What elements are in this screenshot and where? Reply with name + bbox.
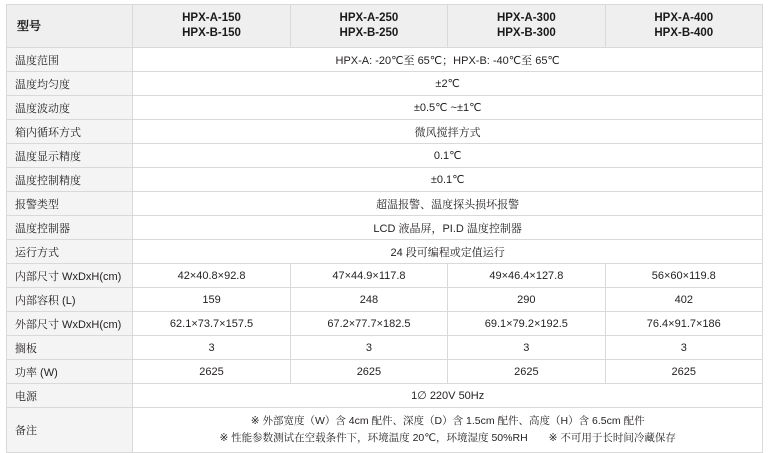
table-row: [7, 168, 763, 192]
row-value-cell: 290: [448, 288, 605, 312]
row-value-cell: 24 段可编程或定值运行: [133, 240, 763, 264]
table-row: [7, 72, 763, 96]
row-value-cell: 42×40.8×92.8: [133, 264, 290, 288]
row-value-cell: 402: [605, 288, 762, 312]
table-body: [7, 5, 763, 453]
row-label-cell: 温度范围: [7, 48, 133, 72]
row-value-cell: 2625: [290, 360, 447, 384]
row-label-cell: 温度控制器: [7, 216, 133, 240]
row-value-cell: 超温报警、温度探头损坏报警: [133, 192, 763, 216]
row-value-cell: 微风搅拌方式: [133, 120, 763, 144]
table-row: [7, 96, 763, 120]
table-header-row: [7, 5, 763, 48]
header-model-cell-1: [133, 5, 290, 48]
row-value-cell: ±2℃: [133, 72, 763, 96]
row-value-cell: 1∅ 220V 50Hz: [133, 384, 763, 408]
row-value-cell: 0.1℃: [133, 144, 763, 168]
row-value-cell: 69.1×79.2×192.5: [448, 312, 605, 336]
row-label-cell: 温度均匀度: [7, 72, 133, 96]
table-row: [7, 312, 763, 336]
row-value-cell: 248: [290, 288, 447, 312]
table-row: [7, 264, 763, 288]
footer-note-cell: [133, 408, 763, 453]
row-label-cell: 报警类型: [7, 192, 133, 216]
row-value-cell: 3: [290, 336, 447, 360]
row-value-cell: 76.4×91.7×186: [605, 312, 762, 336]
table-row: [7, 192, 763, 216]
row-value-cell: 2625: [605, 360, 762, 384]
row-label-cell: 运行方式: [7, 240, 133, 264]
row-value-cell: 3: [605, 336, 762, 360]
footer-note-line-1: ※ 外部宽度（W）含 4cm 配件、深度（D）含 1.5cm 配件、高度（H）含 6.5cm 配件: [250, 415, 645, 427]
row-value-cell: ±0.5℃ ~±1℃: [133, 96, 763, 120]
footer-label-cell: 备注: [7, 408, 133, 453]
row-value-cell: 49×46.4×127.8: [448, 264, 605, 288]
row-value-cell: LCD 液晶屏，PI.D 温度控制器: [133, 216, 763, 240]
row-value-cell: 2625: [448, 360, 605, 384]
table-row: [7, 360, 763, 384]
row-label-cell: 搁板: [7, 336, 133, 360]
table-row: [7, 144, 763, 168]
header-label-cell: 型号: [7, 5, 133, 48]
row-label-cell: 温度控制精度: [7, 168, 133, 192]
row-label-cell: 功率 (W): [7, 360, 133, 384]
table-row: [7, 120, 763, 144]
row-label-cell: 外部尺寸 WxDxH(cm): [7, 312, 133, 336]
specification-table: [6, 4, 763, 453]
model-name-line1: HPX-A-150: [182, 12, 241, 24]
row-value-cell: HPX-A: -20℃至 65℃；HPX-B: -40℃至 65℃: [133, 48, 763, 72]
table-row: [7, 336, 763, 360]
model-name-line2: HPX-B-300: [496, 27, 556, 39]
model-name-line1: HPX-A-300: [496, 12, 556, 24]
row-value-cell: 3: [448, 336, 605, 360]
table-footer-row: [7, 408, 763, 453]
header-model-cell-2: [290, 5, 447, 48]
row-value-cell: ±0.1℃: [133, 168, 763, 192]
row-value-cell: 67.2×77.7×182.5: [290, 312, 447, 336]
row-label-cell: 电源: [7, 384, 133, 408]
row-label-cell: 内部容积 (L): [7, 288, 133, 312]
table-row: [7, 48, 763, 72]
row-label-cell: 箱内循环方式: [7, 120, 133, 144]
row-label-cell: 温度显示精度: [7, 144, 133, 168]
row-value-cell: 159: [133, 288, 290, 312]
row-value-cell: 62.1×73.7×157.5: [133, 312, 290, 336]
row-value-cell: 3: [133, 336, 290, 360]
model-name-line2: HPX-B-400: [654, 27, 714, 39]
row-label-cell: 温度波动度: [7, 96, 133, 120]
row-label-cell: 内部尺寸 WxDxH(cm): [7, 264, 133, 288]
row-value-cell: 47×44.9×117.8: [290, 264, 447, 288]
table-row: [7, 384, 763, 408]
model-name-line1: HPX-A-400: [654, 12, 714, 24]
footer-note-line-2: ※ 性能参数测试在空载条件下，环境温度 20℃，环境湿度 50%RH ※ 不可用于长时间冷藏保存: [219, 432, 676, 444]
model-name-line2: HPX-B-150: [182, 27, 241, 39]
table-row: [7, 216, 763, 240]
model-name-line1: HPX-A-250: [339, 12, 399, 24]
header-model-cell-3: [448, 5, 605, 48]
row-value-cell: 2625: [133, 360, 290, 384]
model-name-line2: HPX-B-250: [339, 27, 399, 39]
row-value-cell: 56×60×119.8: [605, 264, 762, 288]
table-row: [7, 240, 763, 264]
header-model-cell-4: [605, 5, 762, 48]
table-row: [7, 288, 763, 312]
